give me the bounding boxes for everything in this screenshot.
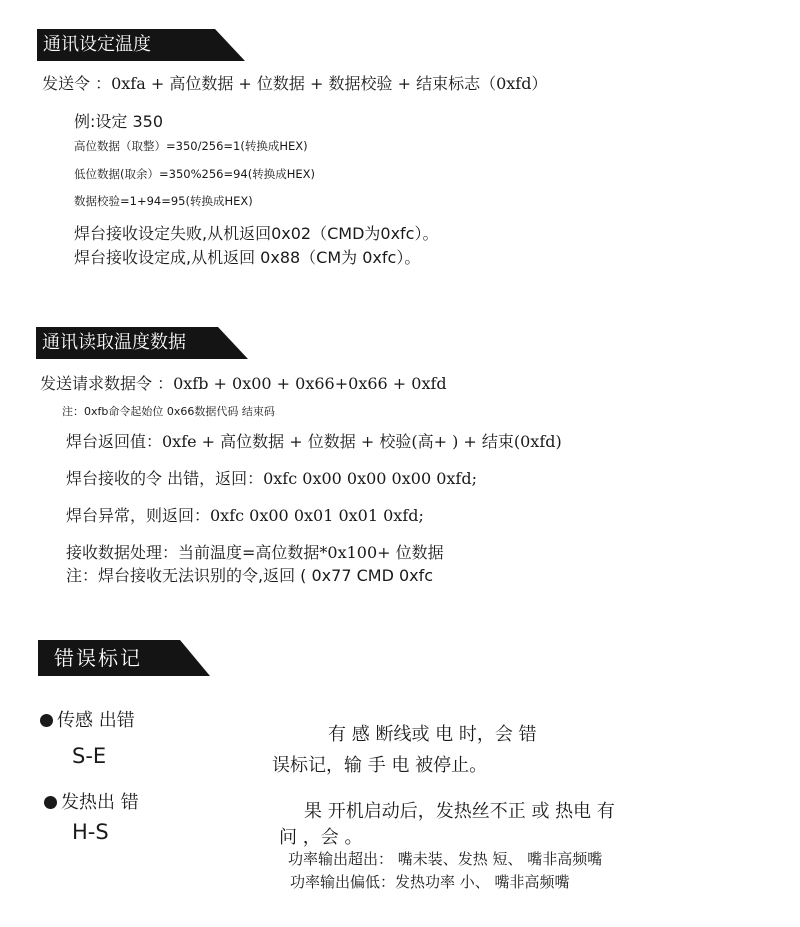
power-high-line: 功率输出超出： 嘴未装、发热 短、 嘴非高频嘴 <box>288 850 603 868</box>
section-header-errors <box>38 640 210 672</box>
note-line-1: 注：0xfb命令起始位 0x66数据代码 结束码 <box>62 405 275 418</box>
bullet-icon <box>40 714 53 727</box>
receive-error-line: 焊台接收的令 出错，返回：0xfc 0x00 0x00 0x00 0xfd; <box>66 469 477 488</box>
error-heater-desc-2: 问 ，会 。 <box>279 827 363 848</box>
send-command-line: 发送令 ：0xfa + 高位数据 + 位数据 + 数据校验 + 结束标志（0xfd） <box>42 74 548 93</box>
error-heater-desc-1: 果 开机启动后，发热丝不正 或 热电 有 <box>304 801 615 822</box>
error-heater-label <box>44 788 139 814</box>
error-sensor-label <box>40 706 135 732</box>
bullet-icon <box>44 796 57 809</box>
error-sensor-text: 传感 出错 <box>57 710 135 731</box>
section-header-set-temp <box>37 29 245 61</box>
abnormal-line: 焊台异常，则返回：0xfc 0x00 0x01 0x01 0xfd; <box>66 506 424 525</box>
header-title: 通讯设定温度 <box>43 34 151 55</box>
error-heater-code: H-S <box>72 820 109 844</box>
error-sensor-desc-1: 有 感 断线或 电 时，会 错 <box>328 724 537 745</box>
error-sensor-code: S-E <box>72 744 107 768</box>
send-request-line: 发送请求数据令 ：0xfb + 0x00 + 0x66+0x66 + 0xfd <box>40 374 447 393</box>
note-line-2: 注：焊台接收无法识别的令,返回 ( 0x77 CMD 0xfc <box>66 566 434 585</box>
header-title: 错误标记 <box>54 646 142 670</box>
power-low-line: 功率输出偏低：发热功率 小、 嘴非高频嘴 <box>290 873 570 891</box>
header-title: 通讯读取温度数据 <box>42 332 186 353</box>
high-byte-line: 高位数据（取整）=350/256=1(转换成HEX) <box>74 139 308 153</box>
low-byte-line: 低位数据(取余）=350%256=94(转换成HEX) <box>74 167 315 181</box>
error-heater-text: 发热出 错 <box>61 792 139 813</box>
checksum-line: 数据校验=1+94=95(转换成HEX) <box>74 194 253 208</box>
section-header-read-temp <box>36 327 248 359</box>
return-value-line: 焊台返回值：0xfe + 高位数据 + 位数据 + 校验(高+ ) + 结束(0xfd) <box>66 432 562 451</box>
process-line: 接收数据处理：当前温度=高位数据*0x100+ 位数据 <box>66 543 444 562</box>
example-line: 例:设定 350 <box>74 112 164 131</box>
error-sensor-desc-2: 误标记，输 手 电 被停止。 <box>272 755 488 776</box>
set-fail-line: 焊台接收设定失败,从机返回0x02（CMD为0xfc）。 <box>74 224 439 243</box>
set-success-line: 焊台接收设定成,从机返回 0x88（CM为 0xfc）。 <box>74 248 421 267</box>
